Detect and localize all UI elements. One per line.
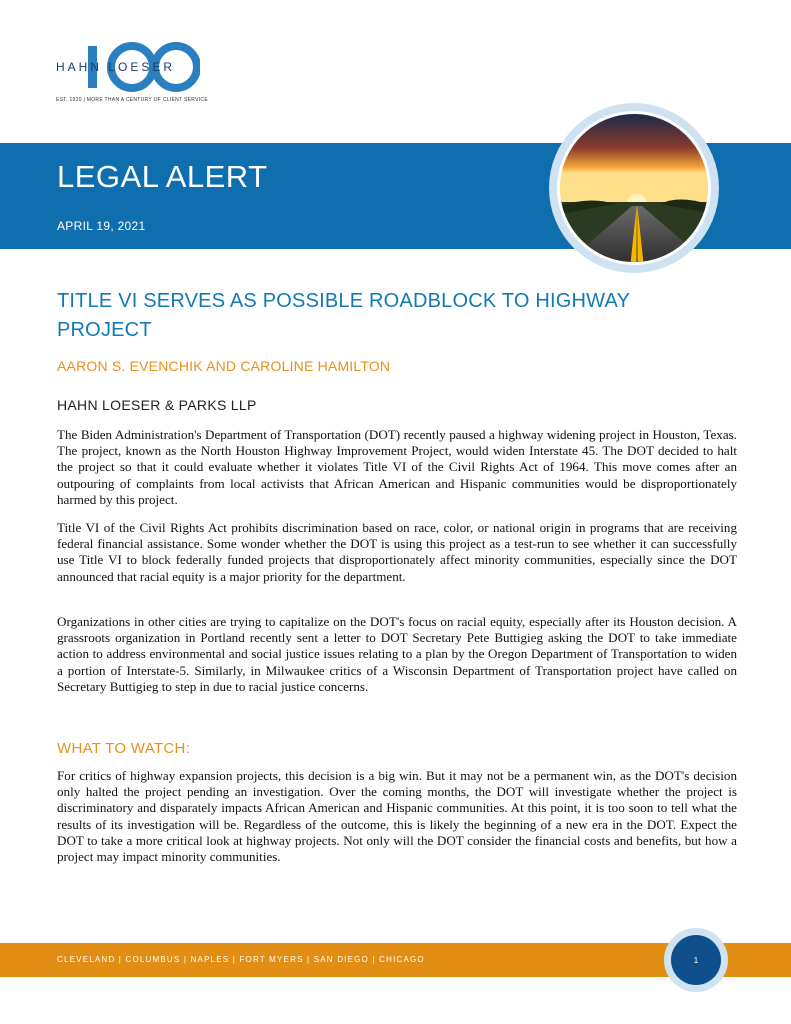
body-paragraph-3: Organizations in other cities are trying to capitalize on the DOT's focus on racial equity, especially after its Houston decision. A grassroots organization in Portland recently sent a letter to DOT Secretary Pete Buttigieg asking the DOT to take immediate action to address environmental and social justice issues relating to a plan by the Oregon Department of Transportation to widen a portion of Interstate-5. Similarly, in Milwaukee critics of a Wisconsin Department of Transportation project have called on Secretary Buttigieg to step in due to racial justice concerns. xyxy=(57,614,737,694)
what-to-watch-heading: WHAT TO WATCH: xyxy=(57,740,191,757)
road-sunset-image xyxy=(557,111,711,265)
article-authors: AARON S. EVENCHIK AND CAROLINE HAMILTON xyxy=(57,358,391,374)
body-paragraph-1: The Biden Administration's Department of Transportation (DOT) recently paused a highway widening project in Houston, Texas. The project, known as the North Houston Highway Improvement Project, would widen Interstate 45. The DOT decided to halt the project so that it could evaluate whether it violates Title VI of the Civil Rights Act of 1964. This move comes after an outpouring of complaints from local activists that African American and Hispanic communities would be disproportionately harmed by this project. xyxy=(57,427,737,507)
road-illustration xyxy=(560,114,711,265)
article-title: TITLE VI SERVES AS POSSIBLE ROADBLOCK TO HIGHWAY PROJECT xyxy=(57,290,630,341)
what-to-watch-paragraph: For critics of highway expansion projects, this decision is a big win. But it may not be a permanent win, as the DOT's decision only halted the project pending an investigation. Over the coming months, the DOT will investigate whether the project is discriminatory and disparately impacts African American and Hispanic communities. At this point, it is too soon to tell what the results of its investigation will be. Regardless of the outcome, this is likely the beginning of a new era in the DOT. Expect the DOT to take a more critical look at highway projects. Not only will the DOT consider the financial costs and benefits, but how a project may impact minority communities. xyxy=(57,768,737,865)
page-number: 1 xyxy=(671,935,721,985)
alert-date: APRIL 19, 2021 xyxy=(57,219,146,233)
footer-office-cities: CLEVELAND | COLUMBUS | NAPLES | FORT MYERS | SAN DIEGO | CHICAGO xyxy=(57,955,425,964)
logo-name: HAHN LOESER xyxy=(56,60,176,74)
logo-tagline: EST. 1920 | MORE THAN A CENTURY OF CLIENT SERVICE xyxy=(56,97,208,103)
hahn-loeser-logo xyxy=(56,40,216,110)
body-paragraph-2: Title VI of the Civil Rights Act prohibits discrimination based on race, color, or national origin in programs that are receiving federal financial assistance. Some wonder whether the DOT is using this project as a test-run to see whether it can successfully use Title VI to block federally funded projects that disproportionately affect minority communities, especially since the DOT announced that racial equity is a major priority for the department. xyxy=(57,520,737,584)
banner-title: LEGAL ALERT xyxy=(57,159,268,194)
firm-name: HAHN LOESER & PARKS LLP xyxy=(57,397,257,413)
